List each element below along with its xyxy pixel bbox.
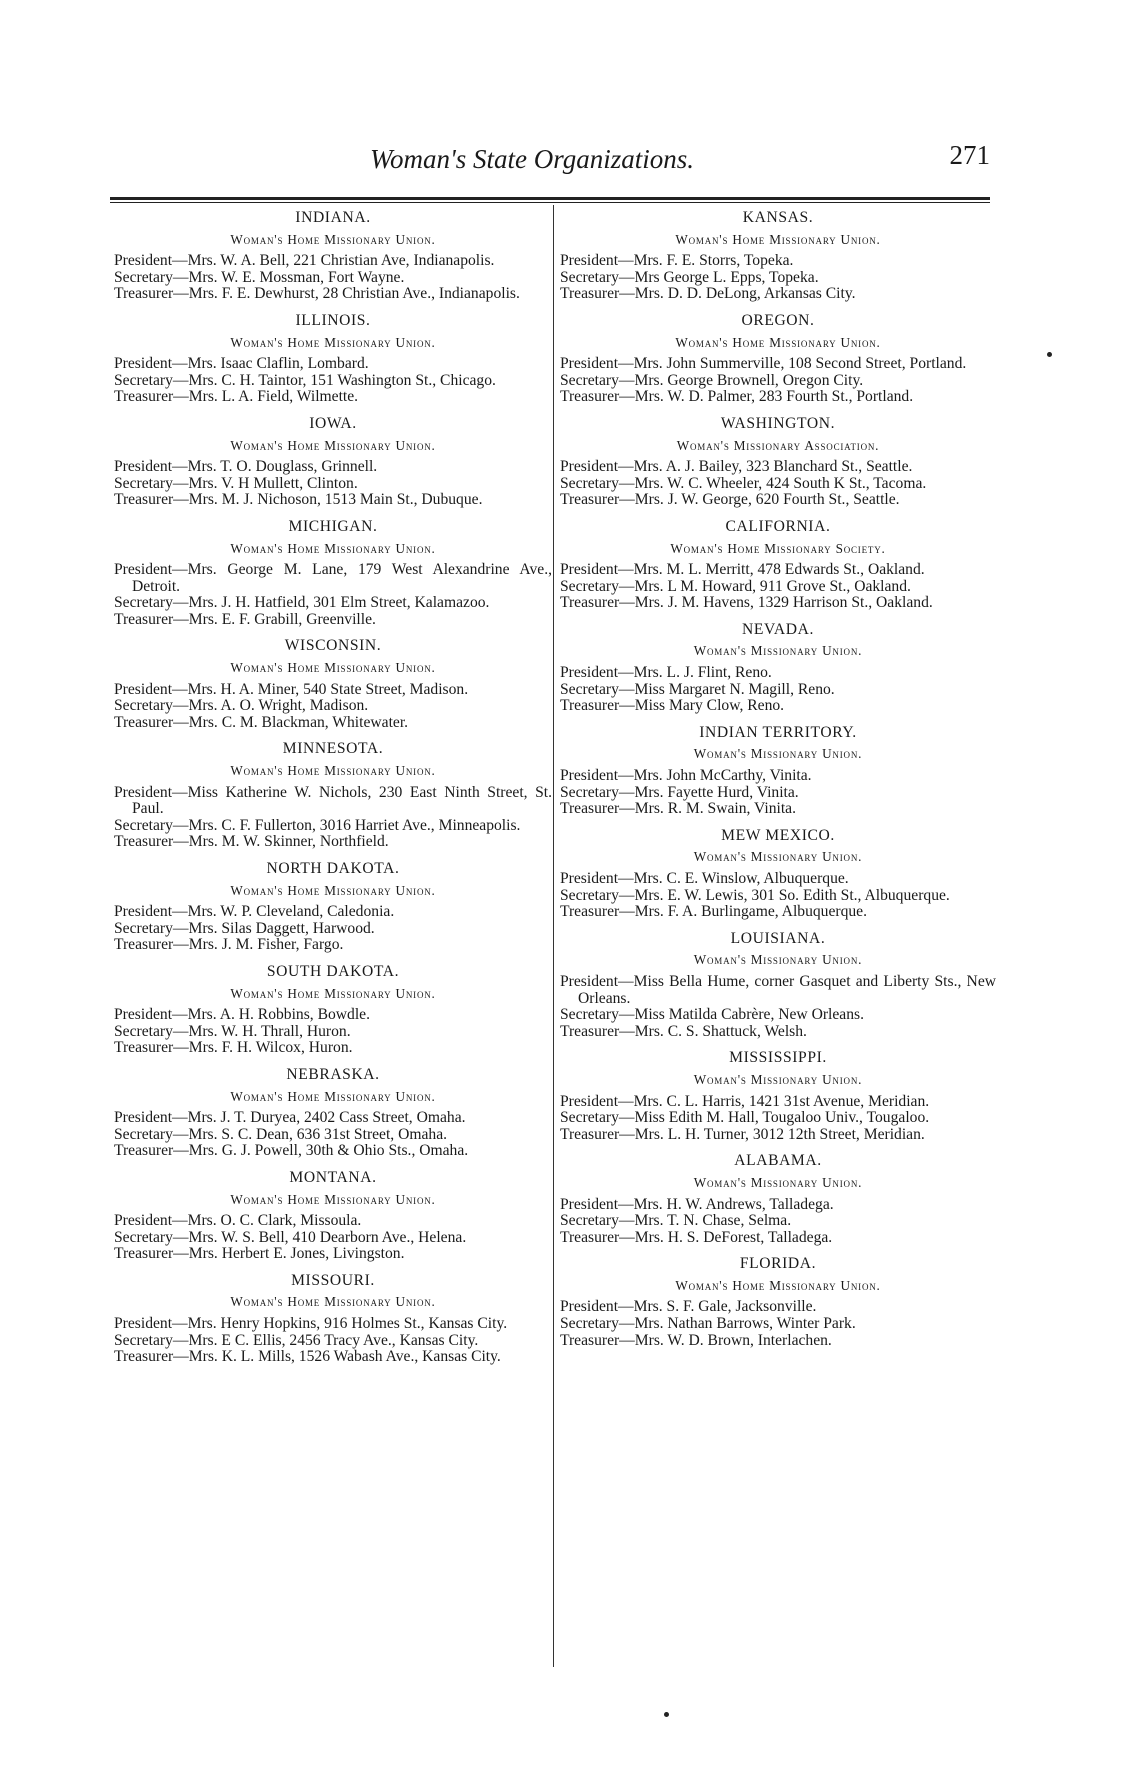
section-nevada xyxy=(560,622,996,715)
officer-entry: President—Mrs. Henry Hopkins, 916 Holmes St., Kansas City. xyxy=(114,1315,508,1333)
organization-name: Woman's Missionary Union. xyxy=(693,952,863,968)
officer-entry: Treasurer—Mrs. H. S. DeForest, Talladega. xyxy=(560,1228,833,1246)
officer-entry: President—Mrs. T. O. Douglass, Grinnell. xyxy=(114,458,378,476)
officer-entry: President—Mrs. S. F. Gale, Jacksonville. xyxy=(560,1298,817,1316)
organization-name: Woman's Missionary Union. xyxy=(693,643,863,659)
header-rule xyxy=(110,197,990,200)
state-heading: MISSISSIPPI. xyxy=(729,1049,827,1067)
officer-entry: Treasurer—Miss Mary Clow, Reno. xyxy=(560,697,785,715)
section-mew-mexico xyxy=(560,828,996,921)
state-heading: WASHINGTON. xyxy=(720,414,836,432)
officer-entry: Treasurer—Mrs. D. D. DeLong, Arkansas City. xyxy=(560,285,856,303)
officer-entry: Secretary—Mrs George L. Epps, Topeka. xyxy=(560,268,819,286)
state-heading: MISSOURI. xyxy=(291,1271,375,1289)
officer-entry: Treasurer—Mrs. F. A. Burlingame, Albuquerque. xyxy=(560,903,867,921)
organization-name: Woman's Missionary Association. xyxy=(676,437,880,453)
right-column xyxy=(560,210,996,1359)
state-heading: LOUISIANA. xyxy=(730,929,826,947)
officer-entry: Secretary—Mrs. W. C. Wheeler, 424 South K St., Tacoma. xyxy=(560,474,927,492)
organization-name: Woman's Home Missionary Union. xyxy=(230,1294,436,1310)
state-heading: ILLINOIS. xyxy=(295,311,371,329)
officer-entry: Secretary—Mrs. Fayette Hurd, Vinita. xyxy=(560,783,799,801)
column-divider xyxy=(553,205,554,1667)
officer-entry: Treasurer—Mrs. J. M. Fisher, Fargo. xyxy=(114,936,344,954)
page-number: 271 xyxy=(949,140,990,170)
organization-name: Woman's Home Missionary Union. xyxy=(675,1277,881,1293)
organization-name: Woman's Home Missionary Union. xyxy=(230,882,436,898)
state-heading: INDIANA. xyxy=(295,209,371,226)
officer-entry: Treasurer—Mrs. L. H. Turner, 3012 12th Street, Meridian. xyxy=(560,1125,925,1143)
officer-entry: Treasurer—Mrs. Herbert E. Jones, Livingston. xyxy=(114,1245,405,1263)
running-title: Woman's State Organizations. xyxy=(370,144,695,174)
officer-entry: Secretary—Miss Margaret N. Magill, Reno. xyxy=(560,680,835,698)
state-heading: MICHIGAN. xyxy=(288,517,378,535)
section-kansas xyxy=(560,210,996,303)
officer-entry: Treasurer—Mrs. J. M. Havens, 1329 Harrison St., Oakland. xyxy=(560,594,933,612)
state-heading: ALABAMA. xyxy=(734,1152,822,1170)
organization-name: Woman's Home Missionary Union. xyxy=(230,437,436,453)
officer-entry: Treasurer—Mrs. L. A. Field, Wilmette. xyxy=(114,388,359,406)
section-nebraska xyxy=(114,1067,552,1160)
state-heading: MONTANA. xyxy=(289,1168,377,1186)
officer-entry: Treasurer—Mrs. C. S. Shattuck, Welsh. xyxy=(560,1022,807,1040)
section-michigan xyxy=(114,519,552,629)
officer-entry: President—Mrs. Isaac Claflin, Lombard. xyxy=(114,355,369,373)
officer-entry: Secretary—Mrs. E C. Ellis, 2456 Tracy Ave., Kansas City. xyxy=(114,1331,479,1349)
organization-name: Woman's Home Missionary Union. xyxy=(675,334,881,350)
organization-name: Woman's Home Missionary Union. xyxy=(230,1088,436,1104)
officer-entry: Secretary—Mrs. Nathan Barrows, Winter Park. xyxy=(560,1315,856,1333)
state-heading: IOWA. xyxy=(309,414,357,432)
officer-entry: President—Mrs. A. J. Bailey, 323 Blanchard St., Seattle. xyxy=(560,458,913,476)
officer-entry: President—Mrs. M. L. Merritt, 478 Edwards St., Oakland. xyxy=(560,561,925,579)
section-florida xyxy=(560,1256,996,1349)
officer-entry: Treasurer—Mrs. F. H. Wilcox, Huron. xyxy=(114,1039,353,1057)
officer-entry: Treasurer—Mrs. M. J. Nichoson, 1513 Main St., Dubuque. xyxy=(114,491,483,509)
officer-entry: President—Mrs. L. J. Flint, Reno. xyxy=(560,664,772,682)
officer-entry: Secretary—Miss Edith M. Hall, Tougaloo Univ., Tougaloo. xyxy=(560,1109,930,1127)
state-heading: SOUTH DAKOTA. xyxy=(266,962,400,980)
officer-entry: Secretary—Mrs. C. H. Taintor, 151 Washington St., Chicago. xyxy=(114,371,496,389)
organization-name: Woman's Home Missionary Union. xyxy=(675,231,881,247)
state-heading: MEW MEXICO. xyxy=(721,826,835,844)
officer-entry: Treasurer—Mrs. W. D. Palmer, 283 Fourth St., Portland. xyxy=(560,388,914,406)
state-heading: KANSAS. xyxy=(742,209,814,226)
organization-name: Woman's Home Missionary Union. xyxy=(230,1191,436,1207)
section-illinois xyxy=(114,313,552,406)
organization-name: Woman's Home Missionary Union. xyxy=(230,540,436,556)
officer-entry: Secretary—Mrs. W. H. Thrall, Huron. xyxy=(114,1022,351,1040)
bottom-dot xyxy=(664,1712,669,1717)
organization-name: Woman's Home Missionary Society. xyxy=(670,540,886,556)
section-california xyxy=(560,519,996,612)
officer-entry: President—Mrs. George M. Lane, 179 West Alexandrine Ave., Detroit. xyxy=(114,561,552,595)
section-iowa xyxy=(114,416,552,509)
section-mississippi xyxy=(560,1050,996,1143)
officer-entry: Secretary—Mrs. V. H Mullett, Clinton. xyxy=(114,474,358,492)
page-header xyxy=(110,140,990,180)
officer-entry: Secretary—Mrs. A. O. Wright, Madison. xyxy=(114,697,369,715)
officer-entry: President—Mrs. John McCarthy, Vinita. xyxy=(560,767,812,785)
officer-entry: President—Mrs. J. T. Duryea, 2402 Cass Street, Omaha. xyxy=(114,1109,466,1127)
officer-entry: Treasurer—Mrs. C. M. Blackman, Whitewater. xyxy=(114,713,409,731)
organization-name: Woman's Home Missionary Union. xyxy=(230,334,436,350)
officer-entry: President—Mrs. H. A. Miner, 540 State Street, Madison. xyxy=(114,680,469,698)
organization-name: Woman's Missionary Union. xyxy=(693,1174,863,1190)
organization-name: Woman's Missionary Union. xyxy=(693,1071,863,1087)
left-column xyxy=(114,210,552,1376)
state-heading: NEVADA. xyxy=(742,620,814,638)
section-montana xyxy=(114,1170,552,1263)
state-heading: INDIAN TERRITORY. xyxy=(699,723,857,741)
state-heading: MINNESOTA. xyxy=(282,740,384,758)
officer-entry: Secretary—Mrs. S. C. Dean, 636 31st Street, Omaha. xyxy=(114,1125,448,1143)
state-heading: CALIFORNIA. xyxy=(725,517,831,535)
section-minnesota xyxy=(114,741,552,851)
officer-entry: Secretary—Mrs. George Brownell, Oregon City. xyxy=(560,371,864,389)
section-louisiana xyxy=(560,931,996,1041)
officer-entry: Secretary—Mrs. C. F. Fullerton, 3016 Harriet Ave., Minneapolis. xyxy=(114,816,521,834)
state-heading: WISCONSIN. xyxy=(284,637,382,655)
state-heading: FLORIDA. xyxy=(739,1255,817,1273)
organization-name: Woman's Home Missionary Union. xyxy=(230,660,436,676)
organization-name: Woman's Home Missionary Union. xyxy=(230,763,436,779)
officer-entry: Treasurer—Mrs. M. W. Skinner, Northfield. xyxy=(114,833,389,851)
section-indian-territory xyxy=(560,725,996,818)
officer-entry: President—Mrs. O. C. Clark, Missoula. xyxy=(114,1212,362,1230)
officer-entry: President—Miss Bella Hume, corner Gasquet and Liberty Sts., New Orleans. xyxy=(560,972,996,1007)
officer-entry: Secretary—Miss Matilda Cabrère, New Orleans. xyxy=(560,1006,864,1024)
officer-entry: Secretary—Mrs. W. E. Mossman, Fort Wayne. xyxy=(114,268,405,286)
officer-entry: President—Mrs. W. A. Bell, 221 Christian Ave, Indianapolis. xyxy=(114,252,495,270)
organization-name: Woman's Missionary Union. xyxy=(693,849,863,865)
organization-name: Woman's Missionary Union. xyxy=(693,746,863,762)
margin-dot xyxy=(1047,352,1052,357)
section-indiana xyxy=(114,210,552,303)
organization-name: Woman's Home Missionary Union. xyxy=(230,231,436,247)
section-missouri xyxy=(114,1273,552,1366)
officer-entry: Secretary—Mrs. J. H. Hatfield, 301 Elm Street, Kalamazoo. xyxy=(114,594,490,612)
section-washington xyxy=(560,416,996,509)
officer-entry: Treasurer—Mrs. E. F. Grabill, Greenville. xyxy=(114,610,376,628)
officer-entry: President—Mrs. F. E. Storrs, Topeka. xyxy=(560,252,794,270)
section-wisconsin xyxy=(114,638,552,731)
officer-entry: President—Mrs. John Summerville, 108 Second Street, Portland. xyxy=(560,355,967,373)
officer-entry: President—Miss Katherine W. Nichols, 230 East Ninth Street, St. Paul. xyxy=(114,783,552,818)
section-alabama xyxy=(560,1153,996,1246)
officer-entry: Treasurer—Mrs. W. D. Brown, Interlachen. xyxy=(560,1331,832,1349)
officer-entry: Treasurer—Mrs. R. M. Swain, Vinita. xyxy=(560,800,796,818)
state-heading: NEBRASKA. xyxy=(286,1065,380,1083)
section-oregon xyxy=(560,313,996,406)
header-rule-thin xyxy=(110,202,990,203)
officer-entry: Secretary—Mrs. Silas Daggett, Harwood. xyxy=(114,919,375,937)
section-south-dakota xyxy=(114,964,552,1057)
officer-entry: Treasurer—Mrs. G. J. Powell, 30th & Ohio Sts., Omaha. xyxy=(114,1142,469,1160)
officer-entry: Secretary—Mrs. W. S. Bell, 410 Dearborn Ave., Helena. xyxy=(114,1228,467,1246)
officer-entry: Treasurer—Mrs. F. E. Dewhurst, 28 Christian Ave., Indianapolis. xyxy=(114,285,520,303)
officer-entry: Secretary—Mrs. E. W. Lewis, 301 So. Edith St., Albuquerque. xyxy=(560,886,950,904)
officer-entry: Treasurer—Mrs. K. L. Mills, 1526 Wabash Ave., Kansas City. xyxy=(114,1348,501,1366)
officer-entry: Secretary—Mrs. L M. Howard, 911 Grove St., Oakland. xyxy=(560,577,911,595)
officer-entry: President—Mrs. C. L. Harris, 1421 31st Avenue, Meridian. xyxy=(560,1092,930,1110)
officer-entry: President—Mrs. C. E. Winslow, Albuquerque. xyxy=(560,870,849,887)
section-north-dakota xyxy=(114,861,552,954)
officer-entry: President—Mrs. W. P. Cleveland, Caledonia. xyxy=(114,903,395,921)
state-heading: OREGON. xyxy=(741,311,815,329)
officer-entry: Secretary—Mrs. T. N. Chase, Selma. xyxy=(560,1212,792,1230)
organization-name: Woman's Home Missionary Union. xyxy=(230,985,436,1001)
state-heading: NORTH DAKOTA. xyxy=(266,860,400,877)
officer-entry: President—Mrs. H. W. Andrews, Talladega. xyxy=(560,1195,834,1213)
officer-entry: Treasurer—Mrs. J. W. George, 620 Fourth St., Seattle. xyxy=(560,491,900,509)
officer-entry: President—Mrs. A. H. Robbins, Bowdle. xyxy=(114,1006,371,1024)
